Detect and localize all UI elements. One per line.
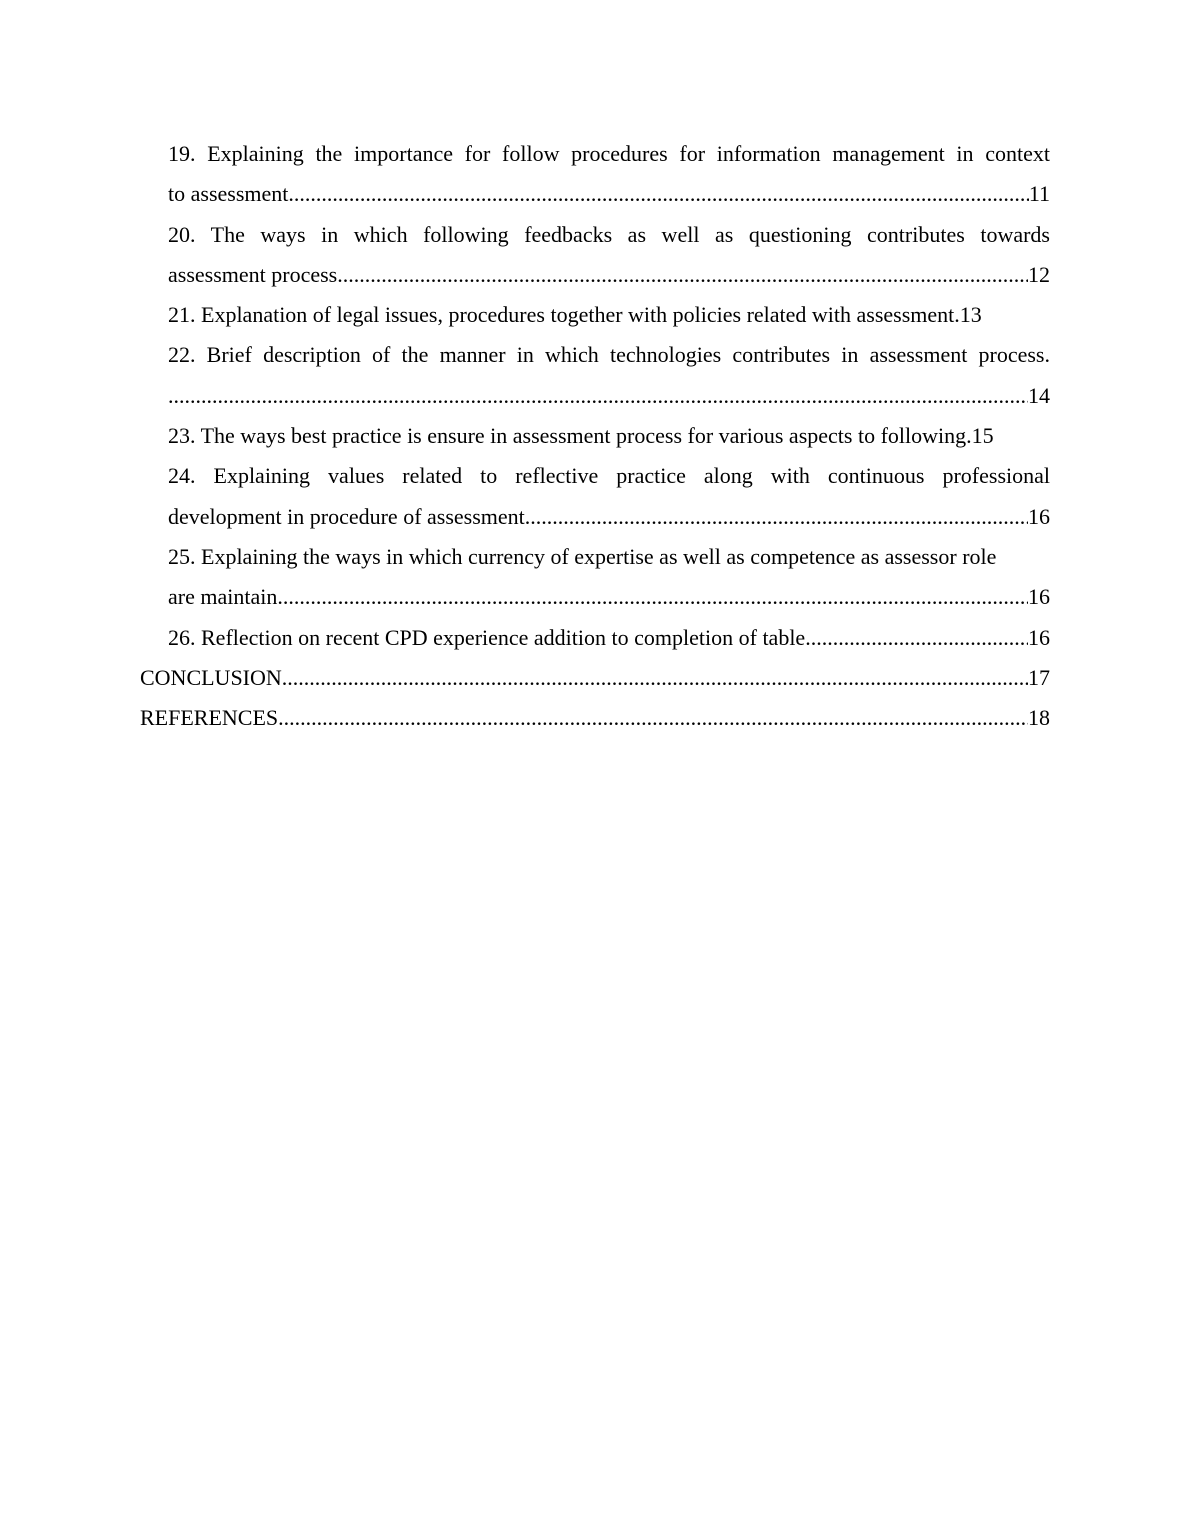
toc-entry-19-line2[interactable] (140, 174, 1050, 214)
dot-leader (277, 577, 1028, 617)
toc-conclusion-page: 17 (1028, 664, 1050, 690)
toc-entry-20-page: 12 (1028, 261, 1050, 287)
toc-entry-19-text: 19. Explaining the importance for follow procedures for information management in context (168, 141, 1050, 166)
toc-entry-20-text-cont: assessment process (168, 261, 338, 287)
toc-entry-24-text-cont: development in procedure of assessment (168, 503, 525, 529)
toc-entry-22-line2[interactable] (140, 376, 1050, 416)
toc-entry-20-line1[interactable] (140, 215, 1050, 255)
dot-leader (168, 376, 1028, 416)
toc-entry-25-text: 25. Explaining the ways in which currency of expertise as well as competence as assessor role (168, 543, 997, 569)
toc-conclusion-label: CONCLUSION (140, 664, 282, 690)
toc-entry-19-text-cont: to assessment (168, 181, 289, 207)
dot-leader (337, 255, 1028, 295)
toc-entry-21-text: 21. Explanation of legal issues, procedures together with policies related with assessment. (168, 302, 960, 328)
dot-leader (288, 174, 1028, 214)
toc-entry-25-line2[interactable] (140, 577, 1050, 617)
toc-entry-23[interactable] (140, 416, 1050, 456)
table-of-contents (140, 134, 1050, 738)
toc-references-label: REFERENCES (140, 705, 279, 731)
toc-entry-19-page: 11 (1028, 181, 1050, 207)
dot-leader (525, 497, 1028, 537)
toc-entry-24-line1[interactable] (140, 456, 1050, 496)
toc-entry-21-page: 13 (959, 302, 982, 328)
dot-leader (282, 658, 1028, 698)
toc-entry-24-line2[interactable] (140, 497, 1050, 537)
toc-entry-25-line1[interactable] (140, 537, 1050, 577)
toc-entry-25-text-cont: are maintain (168, 584, 278, 610)
toc-entry-23-page: 15 (971, 423, 994, 449)
dot-leader (805, 618, 1028, 658)
toc-entry-19-line1[interactable] (140, 134, 1050, 174)
dot-leader (278, 698, 1028, 738)
toc-entry-22-text: 22. Brief description of the manner in which technologies contributes in assessment process. (168, 342, 1050, 368)
toc-references-page: 18 (1028, 705, 1050, 731)
toc-entry-23-text: 23. The ways best practice is ensure in assessment process for various aspects to following. (168, 423, 972, 449)
toc-entry-26-text: 26. Reflection on recent CPD experience addition to completion of table (168, 624, 806, 650)
toc-entry-26[interactable] (140, 618, 1050, 658)
toc-entry-20-line2[interactable] (140, 255, 1050, 295)
toc-entry-20-text: 20. The ways in which following feedbacks as well as questioning contributes towards (168, 221, 1050, 247)
toc-entry-26-page: 16 (1028, 624, 1050, 650)
toc-entry-24-page: 16 (1028, 503, 1050, 529)
toc-entry-22-line1[interactable] (140, 335, 1050, 375)
toc-entry-references[interactable] (140, 698, 1050, 738)
toc-entry-22-page: 14 (1028, 382, 1050, 408)
toc-entry-21[interactable] (140, 295, 1050, 335)
toc-entry-24-text: 24. Explaining values related to reflective practice along with continuous professional (168, 463, 1050, 489)
toc-entry-25-page: 16 (1028, 584, 1050, 610)
toc-entry-conclusion[interactable] (140, 658, 1050, 698)
